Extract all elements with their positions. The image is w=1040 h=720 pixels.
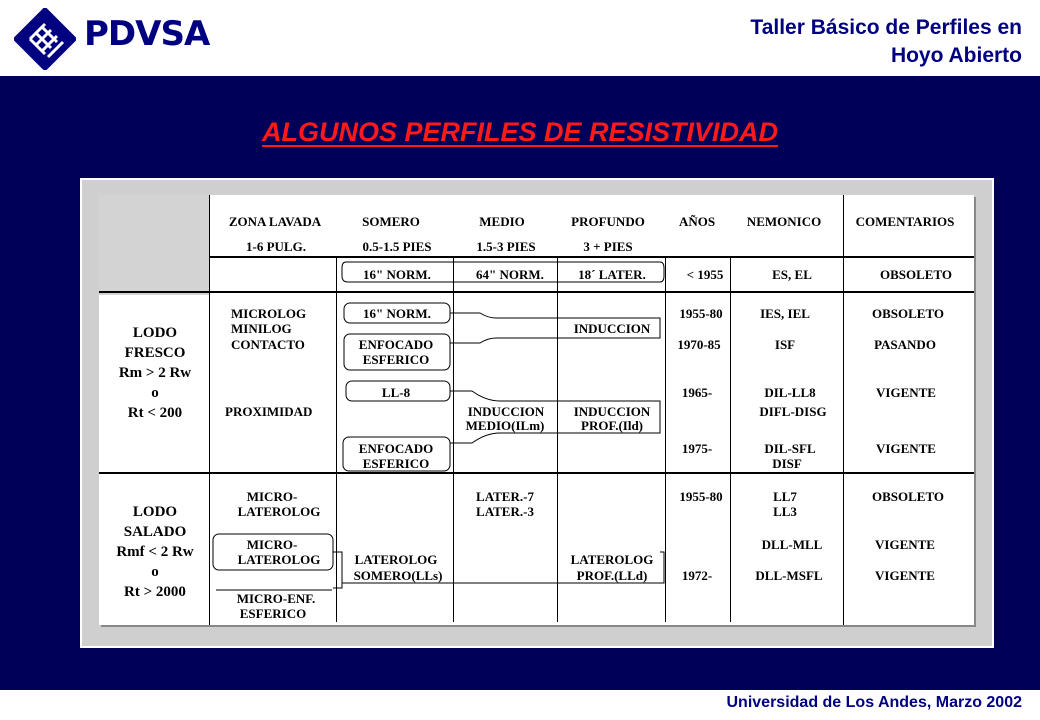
salado-r4-zona1: MICRO-ENF. bbox=[236, 591, 316, 606]
row0-somero: 16" NORM. bbox=[363, 267, 431, 282]
row0-anos: < 1955 bbox=[686, 267, 724, 282]
brand-name: PDVSA bbox=[84, 14, 210, 54]
lodo-salado-label bbox=[116, 502, 193, 602]
row0-medio: 64" NORM. bbox=[476, 267, 544, 282]
fresco-r4-profundo1: INDUCCION bbox=[573, 404, 651, 419]
grid-line bbox=[843, 195, 844, 625]
salado-r1-medio2: LATER.-3 bbox=[476, 504, 534, 519]
fresco-r1-anos: 1955-80 bbox=[679, 306, 723, 321]
fresco-r3-anos: 1965- bbox=[681, 385, 713, 400]
fresco-r2-anos: 1970-85 bbox=[677, 337, 721, 352]
depth-medio: 1.5-3 PIES bbox=[476, 239, 536, 254]
lodo-fresco-l5: Rt < 200 bbox=[127, 405, 183, 421]
salado-r4-zona2: ESFERICO bbox=[239, 606, 307, 621]
col-header-anos: AÑOS bbox=[678, 214, 716, 229]
salado-r1-nemonico1: LL7 bbox=[773, 489, 797, 504]
lodo-fresco-l2: FRESCO bbox=[124, 345, 186, 361]
salado-r3-nemonico: DLL-MSFL bbox=[755, 568, 823, 583]
row0-profundo: 18´ LATER. bbox=[578, 267, 646, 282]
slide-title: ALGUNOS PERFILES DE RESISTIVIDAD bbox=[261, 117, 779, 147]
grid-line bbox=[665, 257, 666, 622]
header-title bbox=[750, 14, 1022, 70]
fresco-r3-somero: LL-8 bbox=[381, 385, 411, 400]
lodo-salado-l3: Rmf < 2 Rw bbox=[116, 544, 194, 560]
zona-contacto: CONTACTO bbox=[231, 337, 305, 352]
row0-comentario: OBSOLETO bbox=[879, 267, 953, 282]
salado-r3-profundo1: LATEROLOG bbox=[570, 552, 654, 567]
fresco-r4-nemonico: DIFL-DISG bbox=[759, 404, 827, 419]
salado-r1-zona1: MICRO- bbox=[246, 489, 298, 504]
col-header-somero: SOMERO bbox=[362, 214, 420, 229]
lodo-salado-l1: LODO bbox=[132, 504, 178, 520]
grid-line bbox=[336, 257, 337, 622]
fresco-r4-medio2: MEDIO(ILm) bbox=[465, 418, 545, 433]
salado-r3-comentario: VIGENTE bbox=[875, 568, 935, 583]
corner-panel bbox=[99, 195, 209, 295]
lodo-fresco-l4: o bbox=[151, 385, 159, 401]
row0-nemonico: ES, EL bbox=[772, 267, 812, 282]
fresco-r5-somero1: ENFOCADO bbox=[358, 441, 434, 456]
grid-line bbox=[557, 257, 558, 622]
zona-microlog: MICROLOG bbox=[231, 306, 307, 321]
salado-r2-zona2: LATEROLOG bbox=[237, 552, 321, 567]
lodo-salado-l2: SALADO bbox=[123, 524, 187, 540]
salado-r3-somero1: LATEROLOG bbox=[354, 552, 438, 567]
salado-r3-profundo2: PROF.(LLd) bbox=[576, 568, 648, 583]
salado-r3-anos: 1972- bbox=[681, 568, 713, 583]
zona-minilog: MINILOG bbox=[231, 321, 292, 336]
salado-r1-nemonico2: LL3 bbox=[773, 504, 797, 519]
depth-profundo: 3 + PIES bbox=[583, 239, 633, 254]
grid-line bbox=[453, 257, 454, 622]
grid-line bbox=[209, 195, 210, 625]
footer-text: Universidad de Los Andes, Marzo 2002 bbox=[726, 694, 1022, 711]
salado-r1-medio1: LATER.-7 bbox=[476, 489, 534, 504]
fresco-r1-somero: 16" NORM. bbox=[363, 306, 431, 321]
fresco-r3-nemonico: DIL-LL8 bbox=[764, 385, 816, 400]
lodo-salado-l5: Rt > 2000 bbox=[124, 584, 186, 600]
lodo-fresco-l1: LODO bbox=[132, 325, 178, 341]
salado-r1-comentario: OBSOLETO bbox=[871, 489, 945, 504]
zona-proximidad: PROXIMIDAD bbox=[225, 404, 313, 419]
lodo-salado-l4: o bbox=[151, 564, 159, 580]
salado-r1-zona2: LATEROLOG bbox=[237, 504, 321, 519]
col-header-comentarios: COMENTARIOS bbox=[855, 214, 955, 229]
lodo-fresco-l3: Rm > 2 Rw bbox=[118, 365, 192, 381]
header bbox=[0, 0, 1040, 76]
fresco-r1-nemonico: IES, IEL bbox=[760, 306, 810, 321]
fresco-r5-nemonico2: DISF bbox=[772, 456, 802, 471]
header-title-line1: Taller Básico de Perfiles en bbox=[750, 16, 1022, 39]
fresco-r2-somero2: ESFERICO bbox=[362, 352, 430, 367]
fresco-r1-comentario: OBSOLETO bbox=[871, 306, 945, 321]
fresco-r2-somero1: ENFOCADO bbox=[358, 337, 434, 352]
depth-zona-lavada: 1-6 PULG. bbox=[246, 239, 306, 254]
grid-line bbox=[209, 256, 974, 258]
grid-line bbox=[99, 472, 974, 474]
fresco-r5-nemonico1: DIL-SFL bbox=[764, 441, 816, 456]
fresco-r5-comentario: VIGENTE bbox=[876, 441, 936, 456]
salado-r2-zona1: MICRO- bbox=[246, 537, 298, 552]
fresco-r2-nemonico: ISF bbox=[774, 337, 796, 352]
pdvsa-logo-icon bbox=[14, 8, 76, 70]
fresco-r5-anos: 1975- bbox=[681, 441, 713, 456]
header-title-line2: Hoyo Abierto bbox=[890, 44, 1022, 67]
fresco-r4-medio1: INDUCCION bbox=[467, 404, 545, 419]
col-header-profundo: PROFUNDO bbox=[571, 214, 645, 229]
salado-r1-anos: 1955-80 bbox=[679, 489, 723, 504]
salado-r2-nemonico: DLL-MLL bbox=[761, 537, 823, 552]
grid-line bbox=[99, 291, 974, 293]
fresco-r5-somero2: ESFERICO bbox=[362, 456, 430, 471]
fresco-r3-comentario: VIGENTE bbox=[876, 385, 936, 400]
lodo-fresco-label bbox=[119, 323, 191, 423]
salado-r2-comentario: VIGENTE bbox=[875, 537, 935, 552]
col-header-nemonico: NEMONICO bbox=[746, 214, 822, 229]
salado-r3-somero2: SOMERO(LLs) bbox=[353, 568, 443, 583]
depth-somero: 0.5-1.5 PIES bbox=[362, 239, 432, 254]
grid-line bbox=[730, 257, 731, 622]
col-header-medio: MEDIO bbox=[479, 214, 525, 229]
col-header-zona-lavada: ZONA LAVADA bbox=[228, 214, 322, 229]
fresco-r4-profundo2: PROF.(Ild) bbox=[581, 418, 643, 433]
fresco-r1-profundo: INDUCCION bbox=[573, 321, 651, 336]
fresco-r2-comentario: PASANDO bbox=[874, 337, 936, 352]
